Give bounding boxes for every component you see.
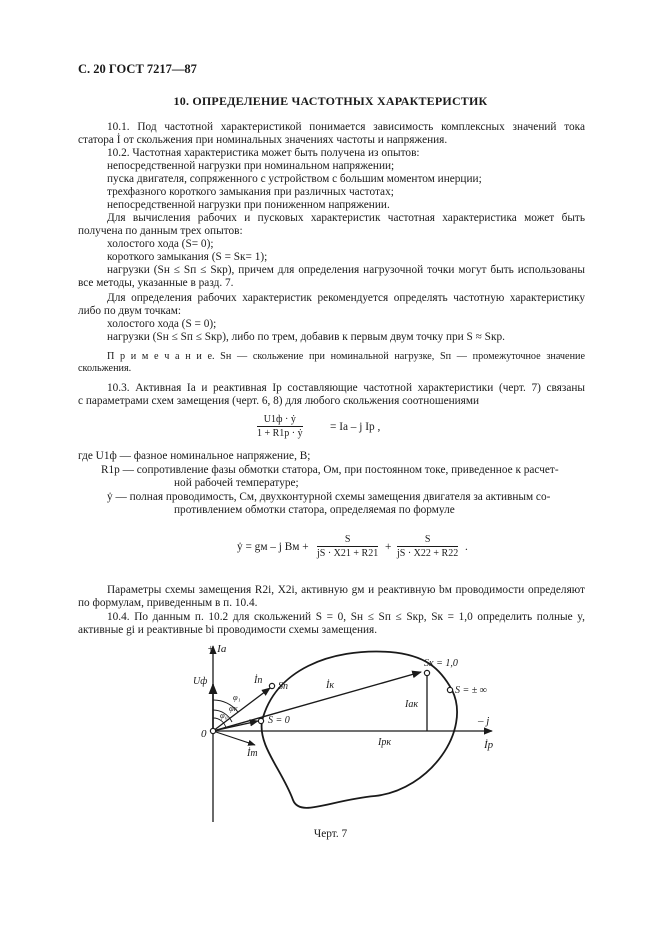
formula2-end: .: [465, 541, 468, 553]
paragraph-line: непосредственной нагрузки при пониженном напряжении.: [107, 199, 390, 211]
paragraph-line: пуска двигателя, сопряженного с устройством с большим моментом инерции;: [107, 173, 482, 185]
paragraph-line: с параметрами схем замещения (черт. 6, 8) для любого скольжения соотношениями: [78, 395, 480, 407]
paragraph-line: холостого хода (S = 0);: [107, 318, 217, 330]
note-line: П р и м е ч а н и е. Sн — скольжение при номинальной нагрузке, Sп — промежуточное значение: [107, 351, 585, 362]
sp-point: [269, 683, 274, 688]
formula2-term1-denominator: jS · X21 + R21: [317, 548, 379, 559]
label-phi1: φ₁: [233, 692, 241, 702]
paragraph-line: статора İ от скольжения при номинальных значениях частоты и напряжения.: [78, 134, 448, 146]
s-inf-point: [447, 687, 452, 692]
definition-line: ẏ — полная проводимость, См, двухконтурной схемы замещения двигателя за активным со-: [107, 491, 551, 503]
paragraph-line: либо по двум точкам:: [78, 305, 182, 317]
origin-point: [210, 728, 215, 733]
figure-caption: Черт. 7: [313, 828, 348, 840]
paragraph-line: 10.2. Частотная характеристика может быть получена из опытов:: [107, 147, 420, 159]
label-phi0: φ₀: [220, 710, 228, 720]
label-ia-axis: + Iа: [207, 643, 227, 655]
formula1-rhs: = Iа – j Iр ,: [330, 421, 381, 433]
ik-vector: [213, 672, 421, 731]
formula1-denominator: 1 + R1р · ẏ: [257, 428, 303, 439]
paragraph-line: получена по данным трех опытов:: [78, 225, 243, 237]
label-sp: Sп: [278, 681, 288, 692]
label-iak: Iак: [405, 699, 419, 710]
paragraph-line: 10.4. По данным п. 10.2 для скольжений S = 0, Sн ≤ Sп ≤ Sкр, Sк = 1,0 определить полные y,: [107, 611, 585, 623]
paragraph-line: по формулам, приведенным в п. 10.4.: [78, 597, 258, 609]
definition-line: ной рабочей температуре;: [174, 477, 299, 489]
label-s0: S = 0: [268, 715, 290, 726]
paragraph-line: холостого хода (S= 0);: [107, 238, 214, 250]
formula2-term1-numerator: S: [317, 534, 378, 547]
label-ip-vec: İп: [254, 675, 263, 686]
label-origin: 0: [201, 728, 207, 740]
paragraph-line: Для определения рабочих характеристик рекомендуется определять частотную характеристику: [107, 292, 585, 304]
im-vector: [213, 731, 255, 745]
formula2-term2-denominator: jS · X22 + R22: [397, 548, 459, 559]
definition-line: где U1ф — фазное номинальное напряжение, В;: [78, 450, 311, 462]
definition-line: противлением обмотки статора, определяемая по формуле: [174, 504, 455, 516]
paragraph-line: нагрузки (Sн ≤ Sп ≤ Sкр), причем для определения нагрузочной точки могут быть использованы: [107, 264, 585, 276]
paragraph-line: 10.1. Под частотной характеристикой понимается зависимость комплексных значений тока: [107, 121, 585, 133]
paragraph-line: трехфазного короткого замыкания при различных частотах;: [107, 186, 394, 198]
paragraph-line: все методы, указанные в разд. 7.: [78, 277, 234, 289]
label-sk: Sк = 1,0: [424, 658, 458, 669]
definition-line: R1р — сопротивление фазы обмотки статора, Ом, при постоянном токе, приведенное к расчет-: [101, 464, 559, 476]
label-ip-axis: İр: [484, 739, 494, 751]
note-line: скольжения.: [78, 363, 132, 374]
paragraph-line: активные gi и реактивные bi проводимости схемы замещения.: [78, 624, 378, 636]
label-ipk: Iрк: [378, 737, 392, 748]
paragraph-line: Параметры схемы замещения R2i, X2i, активную gм и реактивную bм проводимости определяют: [107, 584, 585, 596]
s0-point: [258, 718, 263, 723]
paragraph-line: Для вычисления рабочих и пусковых характеристик частотная характеристика может быть: [107, 212, 585, 224]
formula1-numerator: U1ф · ẏ: [257, 414, 303, 427]
label-im: İm: [247, 748, 258, 759]
page-header: С. 20 ГОСТ 7217—87: [78, 62, 197, 76]
formula2-term2-numerator: S: [397, 534, 458, 547]
label-ik: İк: [326, 680, 335, 691]
label-s-inf: S = ± ∞: [455, 685, 487, 696]
formula2-lhs: ẏ = gм – j Bм +: [237, 541, 309, 553]
paragraph-line: 10.3. Активная Iа и реактивная Iр составляющие частотной характеристики (черт. 7) связаны: [107, 382, 585, 394]
sk-point: [424, 670, 429, 675]
formula2-plus: +: [385, 541, 392, 553]
section-title: 10. ОПРЕДЕЛЕНИЕ ЧАСТОТНЫХ ХАРАКТЕРИСТИК: [173, 94, 488, 108]
paragraph-line: непосредственной нагрузки при номинальном напряжении;: [107, 160, 395, 172]
label-phik: φк: [229, 703, 238, 713]
paragraph-line: короткого замыкания (S = Sк= 1);: [107, 251, 268, 263]
paragraph-line: нагрузки (Sн ≤ Sп ≤ Sкр), либо по трем, добавив к первым двум точку при S ≈ Sкр.: [107, 331, 505, 343]
label-minus-j: – j: [478, 715, 490, 727]
label-uf: Uф: [193, 676, 208, 687]
